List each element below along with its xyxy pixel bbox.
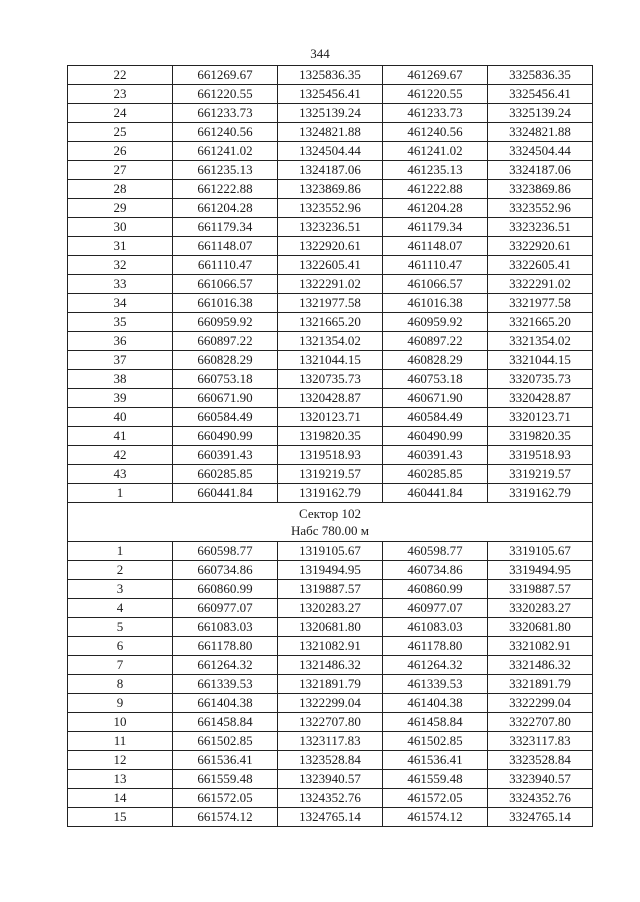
x-coordinate-cell: 660671.90 <box>173 389 278 408</box>
point-number-cell: 22 <box>68 66 173 85</box>
point-number-cell: 1 <box>68 542 173 561</box>
y-local-cell: 3323236.51 <box>488 218 593 237</box>
y-local-cell: 3321486.32 <box>488 656 593 675</box>
table-row <box>68 180 593 199</box>
table-row <box>68 161 593 180</box>
y-local-cell: 3323940.57 <box>488 770 593 789</box>
x-local-cell: 461404.38 <box>383 694 488 713</box>
table-row <box>68 675 593 694</box>
x-local-cell: 461502.85 <box>383 732 488 751</box>
point-number-cell: 24 <box>68 104 173 123</box>
y-coordinate-cell: 1322299.04 <box>278 694 383 713</box>
point-number-cell: 12 <box>68 751 173 770</box>
table-row <box>68 599 593 618</box>
y-coordinate-cell: 1323869.86 <box>278 180 383 199</box>
x-coordinate-cell: 661458.84 <box>173 713 278 732</box>
y-local-cell: 3319820.35 <box>488 427 593 446</box>
table-row <box>68 408 593 427</box>
y-local-cell: 3321354.02 <box>488 332 593 351</box>
x-coordinate-cell: 661066.57 <box>173 275 278 294</box>
table-row <box>68 237 593 256</box>
y-local-cell: 3319887.57 <box>488 580 593 599</box>
x-local-cell: 461269.67 <box>383 66 488 85</box>
y-local-cell: 3320428.87 <box>488 389 593 408</box>
table-row <box>68 446 593 465</box>
x-local-cell: 461179.34 <box>383 218 488 237</box>
y-local-cell: 3322291.02 <box>488 275 593 294</box>
y-local-cell: 3323528.84 <box>488 751 593 770</box>
x-coordinate-cell: 660897.22 <box>173 332 278 351</box>
page-number: 344 <box>310 46 330 61</box>
y-local-cell: 3325456.41 <box>488 85 593 104</box>
y-coordinate-cell: 1325139.24 <box>278 104 383 123</box>
table-row <box>68 104 593 123</box>
point-number-cell: 1 <box>68 484 173 503</box>
point-number-cell: 11 <box>68 732 173 751</box>
x-coordinate-cell: 661574.12 <box>173 808 278 827</box>
x-local-cell: 460860.99 <box>383 580 488 599</box>
y-coordinate-cell: 1323117.83 <box>278 732 383 751</box>
x-coordinate-cell: 661264.32 <box>173 656 278 675</box>
y-local-cell: 3322707.80 <box>488 713 593 732</box>
y-coordinate-cell: 1322291.02 <box>278 275 383 294</box>
y-coordinate-cell: 1319494.95 <box>278 561 383 580</box>
x-local-cell: 460897.22 <box>383 332 488 351</box>
point-number-cell: 28 <box>68 180 173 199</box>
table-row <box>68 484 593 503</box>
y-coordinate-cell: 1321082.91 <box>278 637 383 656</box>
point-number-cell: 26 <box>68 142 173 161</box>
x-coordinate-cell: 660285.85 <box>173 465 278 484</box>
x-coordinate-cell: 660977.07 <box>173 599 278 618</box>
x-coordinate-cell: 660584.49 <box>173 408 278 427</box>
point-number-cell: 34 <box>68 294 173 313</box>
table-row <box>68 199 593 218</box>
y-coordinate-cell: 1321354.02 <box>278 332 383 351</box>
x-local-cell: 461574.12 <box>383 808 488 827</box>
y-local-cell: 3325836.35 <box>488 66 593 85</box>
point-number-cell: 37 <box>68 351 173 370</box>
point-number-cell: 27 <box>68 161 173 180</box>
table-row <box>68 542 593 561</box>
table-row <box>68 389 593 408</box>
x-local-cell: 461083.03 <box>383 618 488 637</box>
x-coordinate-cell: 661339.53 <box>173 675 278 694</box>
x-coordinate-cell: 661269.67 <box>173 66 278 85</box>
table-row <box>68 713 593 732</box>
y-local-cell: 3320735.73 <box>488 370 593 389</box>
x-coordinate-cell: 661179.34 <box>173 218 278 237</box>
table-row <box>68 618 593 637</box>
x-local-cell: 460671.90 <box>383 389 488 408</box>
x-local-cell: 461536.41 <box>383 751 488 770</box>
y-coordinate-cell: 1320681.80 <box>278 618 383 637</box>
point-number-cell: 23 <box>68 85 173 104</box>
x-coordinate-cell: 660598.77 <box>173 542 278 561</box>
y-local-cell: 3319494.95 <box>488 561 593 580</box>
x-local-cell: 461178.80 <box>383 637 488 656</box>
y-coordinate-cell: 1320735.73 <box>278 370 383 389</box>
table-row <box>68 694 593 713</box>
y-coordinate-cell: 1324187.06 <box>278 161 383 180</box>
y-local-cell: 3322299.04 <box>488 694 593 713</box>
table-row <box>68 275 593 294</box>
point-number-cell: 32 <box>68 256 173 275</box>
x-local-cell: 461148.07 <box>383 237 488 256</box>
y-coordinate-cell: 1324821.88 <box>278 123 383 142</box>
sector-height-label: Набс 780.00 м <box>290 523 370 538</box>
y-local-cell: 3321044.15 <box>488 351 593 370</box>
y-coordinate-cell: 1321665.20 <box>278 313 383 332</box>
table-row <box>68 561 593 580</box>
y-coordinate-cell: 1320283.27 <box>278 599 383 618</box>
x-local-cell: 460490.99 <box>383 427 488 446</box>
x-local-cell: 461016.38 <box>383 294 488 313</box>
point-number-cell: 43 <box>68 465 173 484</box>
y-local-cell: 3321891.79 <box>488 675 593 694</box>
table-row <box>68 637 593 656</box>
x-local-cell: 461458.84 <box>383 713 488 732</box>
y-local-cell: 3323117.83 <box>488 732 593 751</box>
table-row <box>68 332 593 351</box>
y-coordinate-cell: 1319518.93 <box>278 446 383 465</box>
y-local-cell: 3320283.27 <box>488 599 593 618</box>
x-coordinate-cell: 661233.73 <box>173 104 278 123</box>
y-coordinate-cell: 1323528.84 <box>278 751 383 770</box>
table-row <box>68 256 593 275</box>
point-number-cell: 10 <box>68 713 173 732</box>
x-local-cell: 460584.49 <box>383 408 488 427</box>
y-local-cell: 3321665.20 <box>488 313 593 332</box>
y-local-cell: 3322605.41 <box>488 256 593 275</box>
table-row <box>68 732 593 751</box>
x-local-cell: 460285.85 <box>383 465 488 484</box>
point-number-cell: 30 <box>68 218 173 237</box>
y-coordinate-cell: 1319219.57 <box>278 465 383 484</box>
table-row <box>68 427 593 446</box>
x-local-cell: 460391.43 <box>383 446 488 465</box>
table-row <box>68 351 593 370</box>
point-number-cell: 29 <box>68 199 173 218</box>
y-coordinate-cell: 1320428.87 <box>278 389 383 408</box>
y-local-cell: 3321977.58 <box>488 294 593 313</box>
x-coordinate-cell: 660391.43 <box>173 446 278 465</box>
x-local-cell: 461204.28 <box>383 199 488 218</box>
point-number-cell: 3 <box>68 580 173 599</box>
y-local-cell: 3319518.93 <box>488 446 593 465</box>
x-local-cell: 461241.02 <box>383 142 488 161</box>
point-number-cell: 31 <box>68 237 173 256</box>
x-local-cell: 461240.56 <box>383 123 488 142</box>
point-number-cell: 15 <box>68 808 173 827</box>
y-coordinate-cell: 1321977.58 <box>278 294 383 313</box>
y-coordinate-cell: 1323940.57 <box>278 770 383 789</box>
y-local-cell: 3324187.06 <box>488 161 593 180</box>
x-coordinate-cell: 661559.48 <box>173 770 278 789</box>
sector-title: Сектор 102 <box>298 506 361 521</box>
sector-header-cell <box>68 503 593 542</box>
y-coordinate-cell: 1320123.71 <box>278 408 383 427</box>
x-coordinate-cell: 661235.13 <box>173 161 278 180</box>
y-local-cell: 3324352.76 <box>488 789 593 808</box>
y-coordinate-cell: 1322707.80 <box>278 713 383 732</box>
table-row <box>68 580 593 599</box>
y-coordinate-cell: 1323236.51 <box>278 218 383 237</box>
y-coordinate-cell: 1322605.41 <box>278 256 383 275</box>
point-number-cell: 5 <box>68 618 173 637</box>
x-local-cell: 461339.53 <box>383 675 488 694</box>
point-number-cell: 35 <box>68 313 173 332</box>
x-coordinate-cell: 661222.88 <box>173 180 278 199</box>
x-coordinate-cell: 661178.80 <box>173 637 278 656</box>
point-number-cell: 33 <box>68 275 173 294</box>
y-coordinate-cell: 1324504.44 <box>278 142 383 161</box>
x-local-cell: 461559.48 <box>383 770 488 789</box>
x-local-cell: 461110.47 <box>383 256 488 275</box>
y-local-cell: 3323869.86 <box>488 180 593 199</box>
y-coordinate-cell: 1319820.35 <box>278 427 383 446</box>
x-coordinate-cell: 661016.38 <box>173 294 278 313</box>
x-coordinate-cell: 660734.86 <box>173 561 278 580</box>
point-number-cell: 41 <box>68 427 173 446</box>
point-number-cell: 8 <box>68 675 173 694</box>
y-local-cell: 3321082.91 <box>488 637 593 656</box>
y-local-cell: 3319219.57 <box>488 465 593 484</box>
y-coordinate-cell: 1319887.57 <box>278 580 383 599</box>
point-number-cell: 7 <box>68 656 173 675</box>
y-coordinate-cell: 1319162.79 <box>278 484 383 503</box>
x-local-cell: 460734.86 <box>383 561 488 580</box>
x-coordinate-cell: 661110.47 <box>173 256 278 275</box>
table-row <box>68 66 593 85</box>
x-coordinate-cell: 660441.84 <box>173 484 278 503</box>
table-row <box>68 465 593 484</box>
table-row <box>68 142 593 161</box>
point-number-cell: 6 <box>68 637 173 656</box>
table-row <box>68 370 593 389</box>
x-local-cell: 461572.05 <box>383 789 488 808</box>
point-number-cell: 40 <box>68 408 173 427</box>
x-coordinate-cell: 661502.85 <box>173 732 278 751</box>
x-coordinate-cell: 661148.07 <box>173 237 278 256</box>
x-local-cell: 460441.84 <box>383 484 488 503</box>
x-coordinate-cell: 661204.28 <box>173 199 278 218</box>
table-row <box>68 313 593 332</box>
sector-header-row <box>68 503 593 542</box>
x-local-cell: 461066.57 <box>383 275 488 294</box>
x-local-cell: 461235.13 <box>383 161 488 180</box>
x-coordinate-cell: 660959.92 <box>173 313 278 332</box>
point-number-cell: 4 <box>68 599 173 618</box>
point-number-cell: 14 <box>68 789 173 808</box>
y-coordinate-cell: 1322920.61 <box>278 237 383 256</box>
coordinates-block-sector-102 <box>68 542 593 827</box>
x-local-cell: 460598.77 <box>383 542 488 561</box>
y-coordinate-cell: 1321044.15 <box>278 351 383 370</box>
point-number-cell: 39 <box>68 389 173 408</box>
y-coordinate-cell: 1325836.35 <box>278 66 383 85</box>
y-local-cell: 3322920.61 <box>488 237 593 256</box>
table-row <box>68 123 593 142</box>
table-row <box>68 770 593 789</box>
x-local-cell: 461233.73 <box>383 104 488 123</box>
x-coordinate-cell: 660860.99 <box>173 580 278 599</box>
x-coordinate-cell: 661240.56 <box>173 123 278 142</box>
point-number-cell: 13 <box>68 770 173 789</box>
x-coordinate-cell: 661241.02 <box>173 142 278 161</box>
table-row <box>68 656 593 675</box>
y-local-cell: 3319105.67 <box>488 542 593 561</box>
x-coordinate-cell: 661536.41 <box>173 751 278 770</box>
x-local-cell: 460977.07 <box>383 599 488 618</box>
x-coordinate-cell: 661572.05 <box>173 789 278 808</box>
y-coordinate-cell: 1324352.76 <box>278 789 383 808</box>
y-coordinate-cell: 1323552.96 <box>278 199 383 218</box>
table-row <box>68 218 593 237</box>
x-local-cell: 461220.55 <box>383 85 488 104</box>
y-local-cell: 3320681.80 <box>488 618 593 637</box>
table-row <box>68 808 593 827</box>
point-number-cell: 38 <box>68 370 173 389</box>
coordinates-table <box>67 65 593 827</box>
x-coordinate-cell: 660753.18 <box>173 370 278 389</box>
x-coordinate-cell: 661220.55 <box>173 85 278 104</box>
sector-header-block <box>68 503 593 542</box>
x-coordinate-cell: 660828.29 <box>173 351 278 370</box>
y-local-cell: 3324765.14 <box>488 808 593 827</box>
x-coordinate-cell: 661404.38 <box>173 694 278 713</box>
y-coordinate-cell: 1325456.41 <box>278 85 383 104</box>
point-number-cell: 36 <box>68 332 173 351</box>
point-number-cell: 42 <box>68 446 173 465</box>
y-local-cell: 3324504.44 <box>488 142 593 161</box>
y-coordinate-cell: 1321891.79 <box>278 675 383 694</box>
y-local-cell: 3324821.88 <box>488 123 593 142</box>
x-local-cell: 460753.18 <box>383 370 488 389</box>
y-local-cell: 3319162.79 <box>488 484 593 503</box>
y-local-cell: 3323552.96 <box>488 199 593 218</box>
table-row <box>68 85 593 104</box>
coordinates-block-previous <box>68 66 593 503</box>
y-local-cell: 3320123.71 <box>488 408 593 427</box>
y-coordinate-cell: 1319105.67 <box>278 542 383 561</box>
point-number-cell: 25 <box>68 123 173 142</box>
x-local-cell: 461222.88 <box>383 180 488 199</box>
x-coordinate-cell: 660490.99 <box>173 427 278 446</box>
y-coordinate-cell: 1321486.32 <box>278 656 383 675</box>
point-number-cell: 2 <box>68 561 173 580</box>
x-local-cell: 460828.29 <box>383 351 488 370</box>
point-number-cell: 9 <box>68 694 173 713</box>
x-local-cell: 461264.32 <box>383 656 488 675</box>
y-local-cell: 3325139.24 <box>488 104 593 123</box>
table-row <box>68 751 593 770</box>
table-row <box>68 789 593 808</box>
y-coordinate-cell: 1324765.14 <box>278 808 383 827</box>
x-coordinate-cell: 661083.03 <box>173 618 278 637</box>
x-local-cell: 460959.92 <box>383 313 488 332</box>
table-row <box>68 294 593 313</box>
